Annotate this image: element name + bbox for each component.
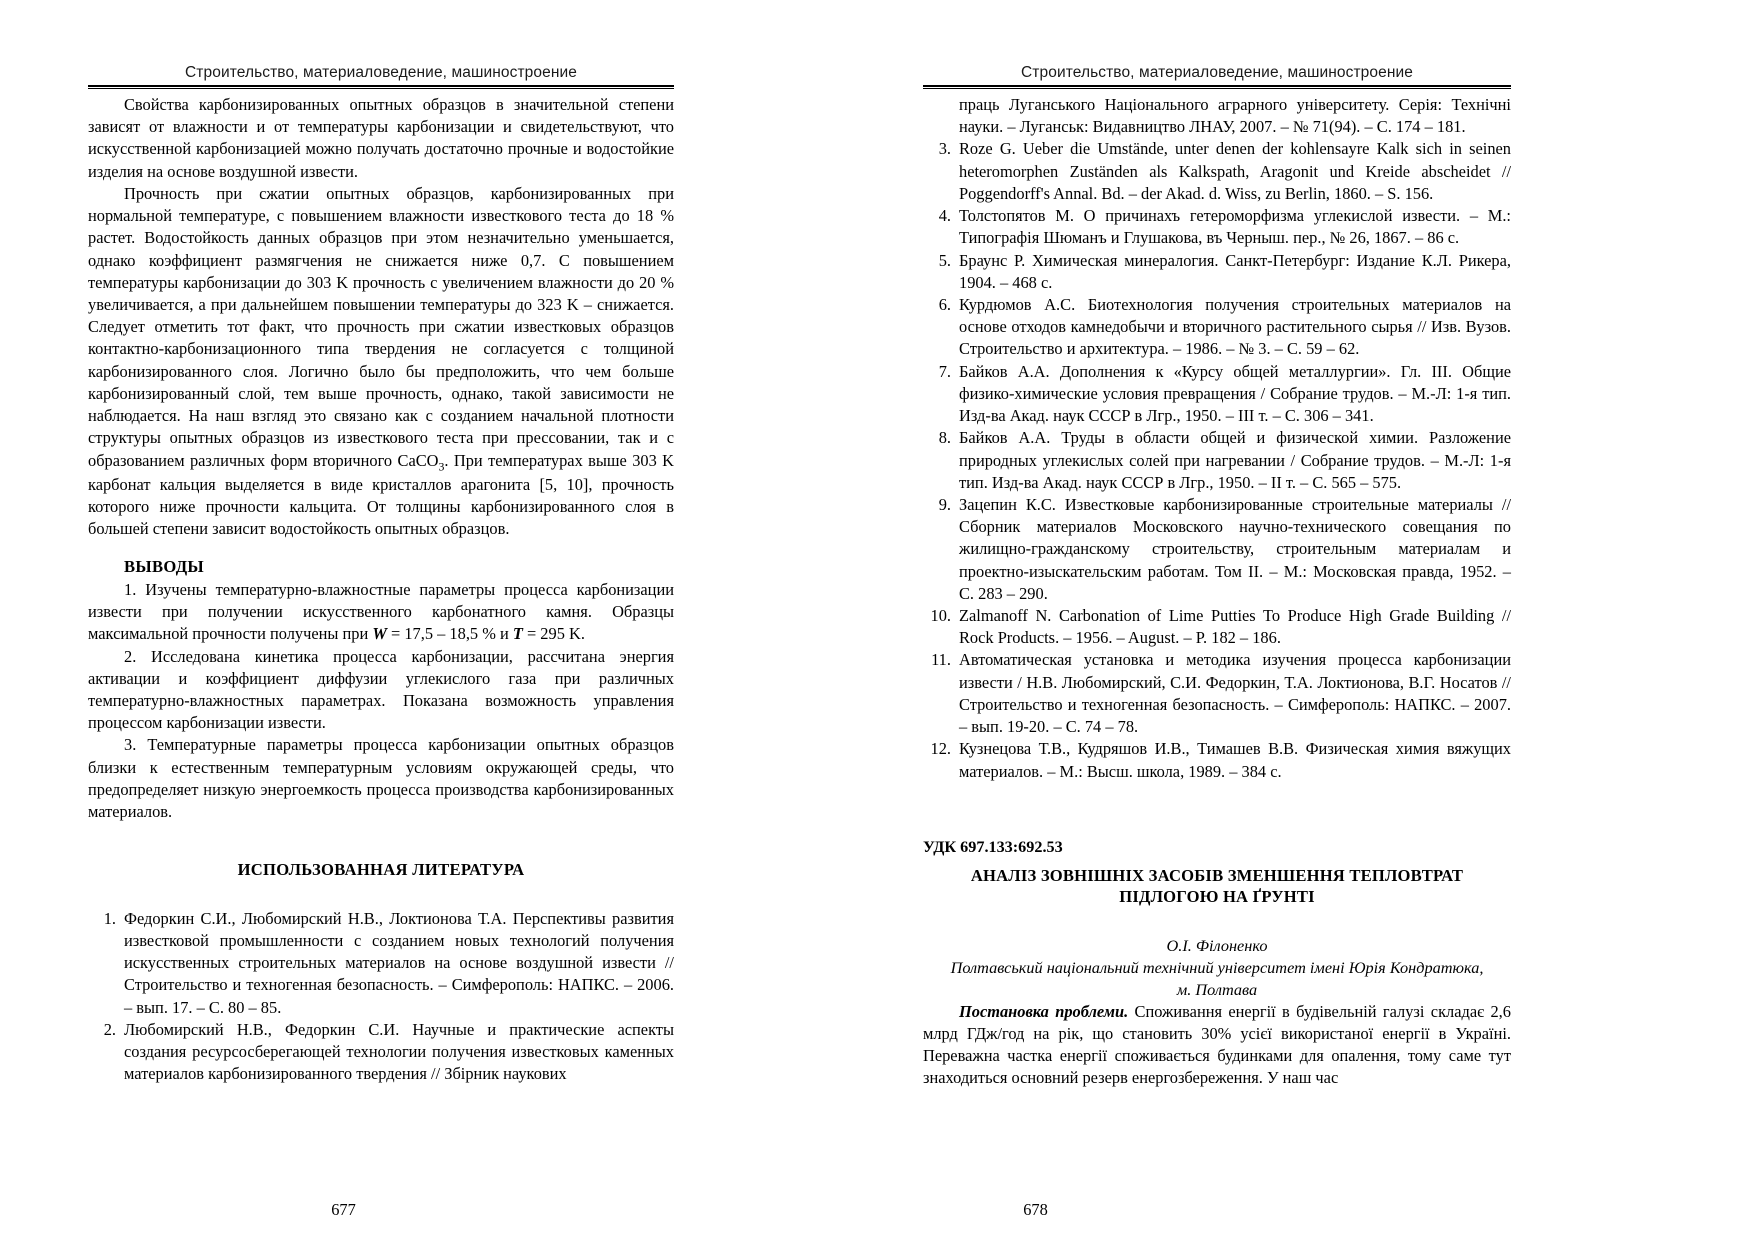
reference-item: Федоркин С.И., Любомирский Н.В., Локтионова Т.А. Перспективы развития известковой промышленности с созданием новых технологий получения искусственных строительных материалов на основе воздушной извести // Строительство и техногенная безопасность. – Симферополь: НАПКС. – 2006. – вып. 17. – С. 80 – 85. xyxy=(124,908,674,1017)
conclusion-1-text-c: = 295 K. xyxy=(522,624,585,644)
header-rule-left xyxy=(88,85,674,89)
article-author: О.І. Філоненко xyxy=(1166,936,1268,956)
running-head-left: Строительство, материаловедение, машиностроение xyxy=(185,64,577,81)
article-affiliation xyxy=(923,957,1511,1000)
page-number-left: 677 xyxy=(331,1200,356,1219)
conclusions-heading: ВЫВОДЫ xyxy=(124,557,205,577)
page-right xyxy=(877,0,1754,1240)
running-head-right: Строительство, материаловедение, машиностроение xyxy=(1021,64,1413,81)
paragraph-properties: Свойства карбонизированных опытных образцов в значительной степени зависят от влажности и от температуры карбонизации и свидетельствуют, что искусственной карбонизацией можно получать достаточно прочные и водостойкие изделия на основе воздушной извести. xyxy=(88,95,674,181)
article-title-line-1: АНАЛІЗ ЗОВНІШНІХ ЗАСОБІВ ЗМЕНШЕННЯ ТЕПЛОВТРАТ xyxy=(970,865,1464,885)
reference-item: Байков А.А. Дополнения к «Курсу общей металлургии». Гл. III. Общие физико-химические условия превращения / Собрание трудов. – М.-Л: 1-я тип. Изд-ва Акад. наук СССР в Лгр., 1950. – III т. – С. 306 – 341. xyxy=(959,361,1511,426)
caco3-subscript: 3 xyxy=(438,458,445,473)
lead-label: Постановка проблеми. xyxy=(959,1001,1129,1021)
variable-t: T xyxy=(512,624,523,644)
reference-item: Байков А.А. Труды в области общей и физической химии. Разложение природных углекислых солей при нагревании / Собрание трудов. – М.-Л: 1-я тип. Изд-ва Акад. наук СССР в Лгр., 1950. – II т. – С. 565 – 575. xyxy=(959,428,1511,492)
reference-item: Браунс Р. Химическая минералогия. Санкт-Петербург: Издание К.Л. Рикера, 1904. – 468 с. xyxy=(959,250,1511,292)
reference-item: Зацепин К.С. Известковые карбонизированные строительные материалы // Сборник материалов Московского научно-технического совещания по жилищно-гражданскому строительству, строительным материалам и проектно-изыскательским работам. Том II. – М.: Московская правда, 1952. – С. 283 – 290. xyxy=(959,494,1511,603)
reference-item: Zalmanoff N. Carbonation of Lime Putties To Produce High Grade Building // Rock Products. – 1956. – August. – P. 182 – 186. xyxy=(959,606,1511,648)
body-column-right xyxy=(923,94,1511,1090)
conclusion-1-text-a: 1. Изучены температурно-влажностные параметры процесса карбонизации извести при получении искусственного карбонатного камня. Образцы максимальной прочности получены при xyxy=(88,579,674,644)
reference-item: Roze G. Ueber die Umstände, unter denen der kohlensayre Kalk sich in seinen heteromorphen Zuständen als Kalkspath, Aragonit und Kreide abscheidet // Poggendorff's Annal. Bd. – der Akad. d. Wiss, zu Berlin, 1860. – S. 156. xyxy=(959,139,1511,203)
variable-w: W xyxy=(372,624,387,644)
conclusion-item-3: 3. Температурные параметры процесса карбонизации опытных образцов близки к естественным температурным условиям окружающей среды, что предопределяет низкую энергоемкость процесса производства карбонизированных материалов. xyxy=(88,735,674,822)
reference-item: Любомирский Н.В., Федоркин С.И. Научные и практические аспекты создания ресурсосберегающей технологии получения известковых каменных материалов карбонизированного твердения // Збірник наукових xyxy=(124,1019,674,1084)
reference-item: Толстопятов М. О причинахъ гетероморфизма углекислой извести. – М.: Типографія Шюманъ и Глушакова, въ Черныш. пер., № 26, 1867. – 86 с. xyxy=(959,206,1511,248)
reference-item: Кузнецова Т.В., Кудряшов И.В., Тимашев В.В. Физическая химия вяжущих материалов. – М.: Высш. школа, 1989. – 384 с. xyxy=(959,739,1511,781)
references-heading: ИСПОЛЬЗОВАННАЯ ЛИТЕРАТУРА xyxy=(237,860,525,880)
para-strength-part-b: . При температурах выше 303 K карбонат кальция выделяется в виде кристаллов арагонита [5, 10], прочность которого ниже прочности кальцита. От толщины карбонизированного слоя в большей степени зависит водостойкость опытных образцов. xyxy=(88,450,674,539)
article-title xyxy=(923,865,1511,907)
body-column-left xyxy=(88,94,674,1086)
reference-list-left xyxy=(88,908,674,1086)
page-number-right: 678 xyxy=(1023,1200,1048,1219)
udk-code: УДК 697.133:692.53 xyxy=(923,837,1063,856)
affiliation-line-1: Полтавський національний технічний університет імені Юрія Кондратюка, xyxy=(950,958,1484,978)
lead-body-text: Споживання енергії в будівельній галузі складає 2,6 млрд ГДж/год на рік, що становить 30% усієї використаної енергії в Україні. Переважна частка енергії споживається будинками для опалення, тому саме тут знаходиться основний резерв енергозбереження. У наш час xyxy=(923,1001,1511,1088)
conclusion-item-2: 2. Исследована кинетика процесса карбонизации, рассчитана энергия активации и коэффициент диффузии углекислого газа при различных температурно-влажностных параметрах. Показана возможность управления процессом карбонизации извести. xyxy=(88,646,674,733)
article-lead-paragraph xyxy=(923,1001,1511,1090)
paragraph-strength xyxy=(88,183,674,541)
reference-item: Автоматическая установка и методика изучения процесса карбонизации извести / Н.В. Любомирский, С.И. Федоркин, Т.А. Локтионова, В.Г. Носатов // Строительство и техногенная безопасность. – Симферополь: НАПКС. – 2007. – вып. 19-20. – С. 74 – 78. xyxy=(959,650,1511,737)
affiliation-line-2: м. Полтава xyxy=(1176,979,1258,999)
para-strength-part-a: Прочность при сжатии опытных образцов, карбонизированных при нормальной температуре, с повышением влажности известкового теста до 18 % растет. Водостойкость данных образцов при этом незначительно уменьшается, однако коэффициент размягчения не снижается ниже 0,7. С повышением температуры карбонизации до 303 K прочность с увеличением влажности до 20 % увеличивается, а при дальнейшем повышении температуры до 323 K – снижается. Следует отметить тот факт, что прочность при сжатии известковых образцов контактно-карбонизационного типа твердения не согласуется с толщиной карбонизированного слоя. Логично было бы предположить, что чем больше карбонизированный слой, тем выше прочность, однако, такой зависимости не наблюдается. На наш взгляд это связано как с созданием начальной плотности структуры опытных образцов из известкового теста при прессовании, так и с образованием различных форм вторичного CaCO xyxy=(88,183,674,470)
conclusion-1-text-b: = 17,5 – 18,5 % и xyxy=(386,624,513,644)
reference-item: Курдюмов А.С. Биотехнология получения строительных материалов на основе отходов камнедобычи и вторичного растительного сырья // Изв. Вузов. Строительство и архитектура. – 1986. – № 3. – С. 59 – 62. xyxy=(959,294,1511,359)
reference-2-continuation: праць Луганського Національного аграрного університету. Серія: Технічні науки. – Луганськ: Видавництво ЛНАУ, 2007. – № 71(94). – С. 174 – 181. xyxy=(959,95,1511,137)
conclusion-item-1 xyxy=(88,579,674,646)
reference-list-right xyxy=(923,138,1511,782)
article-title-line-2: ПІДЛОГОЮ НА ҐРУНТІ xyxy=(1119,886,1315,906)
header-rule-right xyxy=(923,85,1511,89)
